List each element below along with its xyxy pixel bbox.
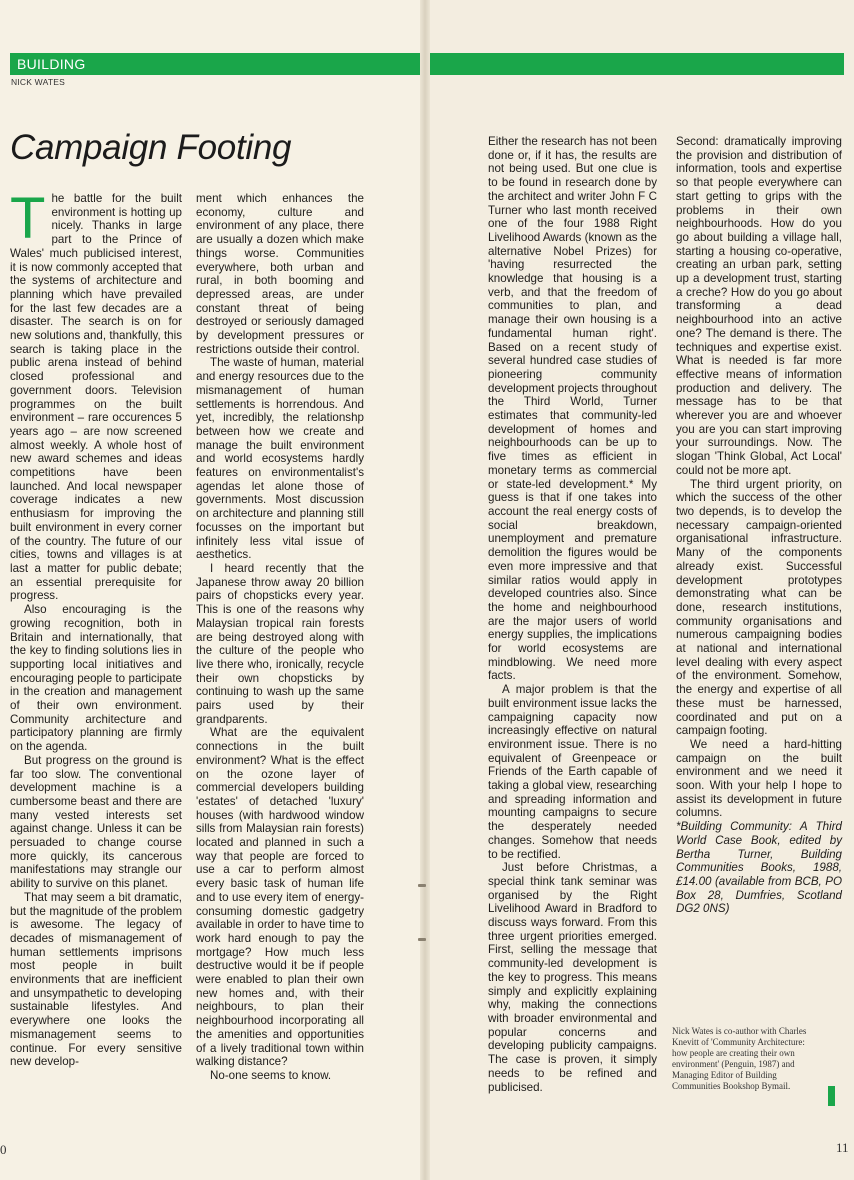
article-title: Campaign Footing xyxy=(10,128,292,167)
staple-mark xyxy=(418,884,426,887)
article-column-1 xyxy=(10,186,182,1069)
paragraph: he battle for the built environment is hotting up nicely. Thanks in large part to the Prince of Wales' much publicised interest, it is now commonly accepted that the systems of architecture and planning which have prevailed for the last few decades are a disaster. The search is on for new solutions and, thankfully, this search is taking place in the public arena instead of behind closed professional and government doors. Television programmes on the built environment – rare occurences 5 years ago – are now screened almost weekly. A whole host of new award schemes and ideas competitions have been launched. And local newspaper coverage indicates a new enthusiasm for improving the built environment in every corner of the country. The future of our cities, towns and villages is at last a matter for public debate; an essential prerequisite for progress. xyxy=(10,192,182,603)
article-column-3 xyxy=(488,135,657,1094)
section-bar-right xyxy=(430,53,844,75)
paragraph: What are the equivalent connections in the built environment? What is the effect on the ozone layer of commercial developers building 'estates' of detached 'luxury' houses (with hardwood window sills from Malaysian rain forests) located and planned in such a way that people are forced to use a car to perform almost every basic task of human life and to use every item of energy-consuming domestic gadgetry available in order to have time to work hard enough to pay the mortgage? How much less destructive would it be if people were enabled to plan their own new homes and, with their neighbours, to plan their neighbourhood incorporating all the amenities and opportunities of a lively traditional town within walking distance? xyxy=(196,726,364,1069)
article-column-2 xyxy=(196,192,364,1083)
drop-cap: T xyxy=(10,186,46,251)
paragraph: Second: dramatically improving the provision and distribution of information, tools and expertise so that people everywhere can start getting to grips with the problems in their own neighbourhoods. How do you go about building a village hall, starting a housing co-operative, creating an urban park, setting up a development trust, starting a creche? How do you go about transforming a dead neighbourhood into an active one? The demand is there. The techniques and expertise exist. What is needed is far more effective means of information production and delivery. The message has to be that wherever you are and whoever you are you can start improving your surroundings. Now. The slogan 'Think Global, Act Local' could not be more apt. xyxy=(676,135,842,477)
page-gutter xyxy=(420,0,430,1180)
paragraph: The third urgent priority, on which the success of the other two depends, is to develop the necessary campaign-oriented organisational infrastructure. Many of the components already exist. Successful development prototypes demonstrating what can be done, research institutions, community organisations and numerous campaigning bodies at national and international level dealing with every aspect of the environment. Somehow, the energy and expertise of all these must be harnessed, coordinated and put on a campaign footing. xyxy=(676,477,842,738)
end-of-article-mark xyxy=(828,1086,835,1106)
page-number-right: 11 xyxy=(836,1140,849,1155)
paragraph: But progress on the ground is far too slow. The conventional development machine is a cumbersome beast and there are many vested interests set against change. Unless it can be persuaded to change course more quickly, its cancerous manifestations may strangle our ability to survive on this planet. xyxy=(10,753,182,891)
paragraph: Also encouraging is the growing recognition, both in Britain and internationally, that the key to finding solutions lies in supporting local initiatives and encouraging people to participate in the creation and management of their own environment. Community architecture and participatory planning are firmly on the agenda. xyxy=(10,603,182,754)
paragraph: Either the research has not been done or, if it has, the results are not being used. But one clue is to be found in research done by the architect and writer John F C Turner who last month received one of the four 1988 Right Livelihood Awards (known as the alternative Nobel Prizes) for 'having resurrected the knowledge that housing is a verb, and that the freedom of communities to plan, and manage their own housing is a fundamental human right'. Based on a recent study of several hundred case studies of pioneering community development projects throughout the Third World, Turner estimates that community-led development of homes and neighbourhoods can be up to five times as efficient in monetary terms as commercial or state-led development.* My guess is that if one takes into account the real energy costs of social breakdown, unemployment and premature demolition the figures would be even more impressive and that similar ratios would apply in developed countries also. Since the home and neighbourhood are the major users of world energy supplies, the implications for world ecosystems are mindblowing. We need more facts. xyxy=(488,135,657,683)
paragraph: We need a hard-hitting campaign on the built environment and we need it soon. With your help I hope to assist its development in future columns. xyxy=(676,737,842,820)
paragraph: Just before Christmas, a special think tank seminar was organised by the Right Livelihood Award in Bradford to discuss ways forward. From this three urgent priorities emerged. First, selling the message that community-led development is the key to progress. This means simply and explicitly explaining why, making the connections with broader environmental and popular concerns and developing publicity campaigns. The case is proven, it simply needs to be refined and publicised. xyxy=(488,861,657,1094)
paragraph: ment which enhances the economy, culture and environment of any place, there are usually a dozen which make things worse. Communities everywhere, both urban and rural, in both booming and depressed areas, are under constant threat of being destroyed or seriously damaged by development pressures or restrictions outside their control. xyxy=(196,192,364,356)
section-label: BUILDING xyxy=(17,56,86,72)
article-column-4 xyxy=(676,135,842,916)
paragraph: A major problem is that the built environment issue lacks the campaigning capacity now increasingly effective on natural environment issue. There is no equivalent of Greenpeace or Friends of the Earth capable of taking a global view, researching and spreading information and mounting campaigns to secure the desperately needed changes. Somehow that needs to be rectified. xyxy=(488,683,657,861)
staple-mark xyxy=(418,938,426,941)
paragraph: That may seem a bit dramatic, but the magnitude of the problem is awesome. The legacy of decades of mismanagement of human settlements imprisons most people in built environments that are inefficient and unsympathetic to developing sustainable lifestyles. And everywhere one looks the mismanagement seems to continue. For every sensitive new develop- xyxy=(10,890,182,1069)
paragraph: The waste of human, material and energy resources due to the mismanagement of human settlements is horrendous. And yet, incredibly, the relationshp between how we create and manage the built environment and world ecosystems hardly features on environmentalist's agendas let alone those of governments. Most discussion on architecture and planning still focusses on the important but infinitely less vital issue of aesthetics. xyxy=(196,356,364,562)
page-number-left: 0 xyxy=(0,1142,7,1157)
book-footnote: *Building Community: A Third World Case Book, edited by Bertha Turner, Building Communities Books, 1988, £14.00 (available from BCB, PO Box 28, Dumfries, Scotland DG2 0NS) xyxy=(676,820,842,916)
paragraph: No-one seems to know. xyxy=(210,1069,332,1082)
paragraph: I heard recently that the Japanese throw away 20 billion pairs of chopsticks every year. This is one of the reasons why Malaysian tropical rain forests are being destroyed along with the culture of the people who live there who, ironically, recycle their own chopsticks by continuing to wash up the same pairs used by their grandparents. xyxy=(196,561,364,726)
byline: NICK WATES xyxy=(11,77,65,87)
author-bio: Nick Wates is co-author with Charles Knevitt of 'Community Architecture: how people are creating their own environment' (Penguin, 1987) and Managing Editor of Building Communities Bookshop Bymail. xyxy=(672,1026,807,1091)
